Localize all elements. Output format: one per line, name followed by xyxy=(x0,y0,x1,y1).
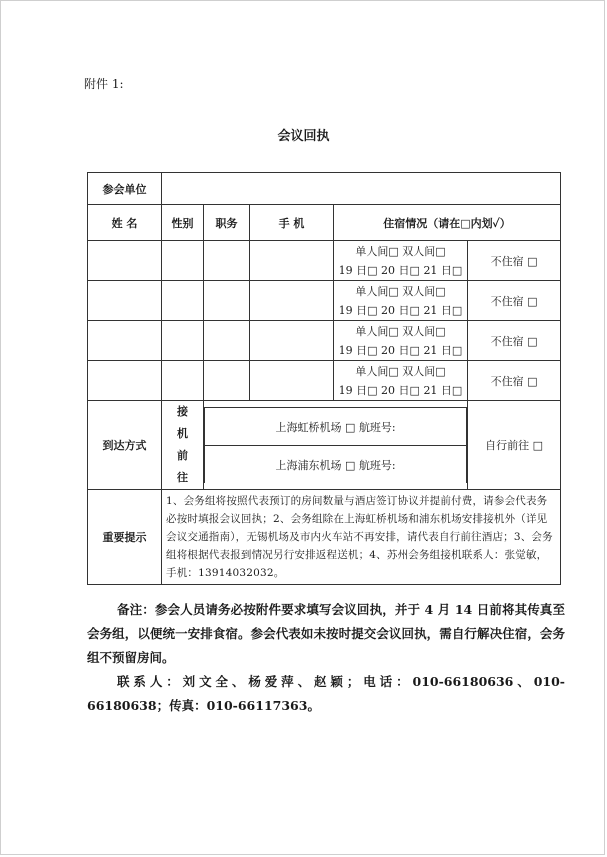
no-stay-option[interactable]: 不住宿 □ xyxy=(468,361,561,401)
registration-form-table xyxy=(87,172,561,585)
contact-paragraph: 联系人：刘文全、杨爱萍、赵颖；电话：010-66180636、010-66180638；传真：010-66117363。 xyxy=(87,674,565,713)
remarks-paragraph: 备注：参会人员请务必按附件要求填写会议回执，并于 4 月 14 日前将其传真至会务组，以便统一安排食宿。参会代表如未按时提交会议回执，需自行解决住宿，会务组不预留房间。 xyxy=(87,602,565,665)
unit-label: 参会单位 xyxy=(88,173,162,205)
position-cell[interactable] xyxy=(204,281,250,321)
room-options[interactable]: 单人间□ 双人间□ 19 日□ 20 日□ 21 日□ xyxy=(334,241,468,281)
hongqiao-option[interactable]: 上海虹桥机场 □ 航班号: xyxy=(205,408,467,446)
table-row xyxy=(88,281,561,321)
no-stay-option[interactable]: 不住宿 □ xyxy=(468,321,561,361)
gender-cell[interactable] xyxy=(162,321,204,361)
position-cell[interactable] xyxy=(204,361,250,401)
col-header-lodging: 住宿情况（请在□内划✓） xyxy=(334,205,561,241)
col-header-phone: 手 机 xyxy=(250,205,334,241)
name-cell[interactable] xyxy=(88,241,162,281)
page-title: 会议回执 xyxy=(277,129,330,144)
no-stay-option[interactable]: 不住宿 □ xyxy=(468,281,561,321)
room-options[interactable]: 单人间□ 双人间□ 19 日□ 20 日□ 21 日□ xyxy=(334,321,468,361)
attachment-label: 附件 1: xyxy=(84,77,124,91)
remarks-section xyxy=(87,598,565,718)
pickup-label: 接 机 前 往 xyxy=(162,401,204,490)
col-header-name: 姓 名 xyxy=(88,205,162,241)
room-options[interactable]: 单人间□ 双人间□ 19 日□ 20 日□ 21 日□ xyxy=(334,361,468,401)
gender-cell[interactable] xyxy=(162,241,204,281)
pudong-option[interactable]: 上海浦东机场 □ 航班号: xyxy=(205,446,467,483)
room-options[interactable]: 单人间□ 双人间□ 19 日□ 20 日□ 21 日□ xyxy=(334,281,468,321)
notes-text: 1、会务组将按照代表预订的房间数量与酒店签订协议并提前付费，请参会代表务必按时填报会议回执；2、会务组除在上海虹桥机场和浦东机场安排接机外（详见会议交通指南），无锡机场及市内火车站不再安排，请代表自行前往酒店；3、会务组将根据代表报到情况另行安排返程送机；4、苏州会务组接机联系人：张觉敏，手机：13914032032。 xyxy=(162,490,561,585)
name-cell[interactable] xyxy=(88,361,162,401)
airport-options xyxy=(204,401,468,490)
phone-cell[interactable] xyxy=(250,321,334,361)
name-cell[interactable] xyxy=(88,281,162,321)
gender-cell[interactable] xyxy=(162,281,204,321)
col-header-gender: 性别 xyxy=(162,205,204,241)
col-header-position: 职务 xyxy=(204,205,250,241)
arrival-label: 到达方式 xyxy=(88,401,162,490)
position-cell[interactable] xyxy=(204,241,250,281)
gender-cell[interactable] xyxy=(162,361,204,401)
position-cell[interactable] xyxy=(204,321,250,361)
unit-input[interactable] xyxy=(162,173,561,205)
phone-cell[interactable] xyxy=(250,241,334,281)
phone-cell[interactable] xyxy=(250,281,334,321)
phone-cell[interactable] xyxy=(250,361,334,401)
table-row xyxy=(88,241,561,281)
name-cell[interactable] xyxy=(88,321,162,361)
no-stay-option[interactable]: 不住宿 □ xyxy=(468,241,561,281)
self-arrival-option[interactable]: 自行前往 □ xyxy=(468,401,561,490)
table-row xyxy=(88,361,561,401)
notes-label: 重要提示 xyxy=(88,490,162,585)
table-row xyxy=(88,321,561,361)
